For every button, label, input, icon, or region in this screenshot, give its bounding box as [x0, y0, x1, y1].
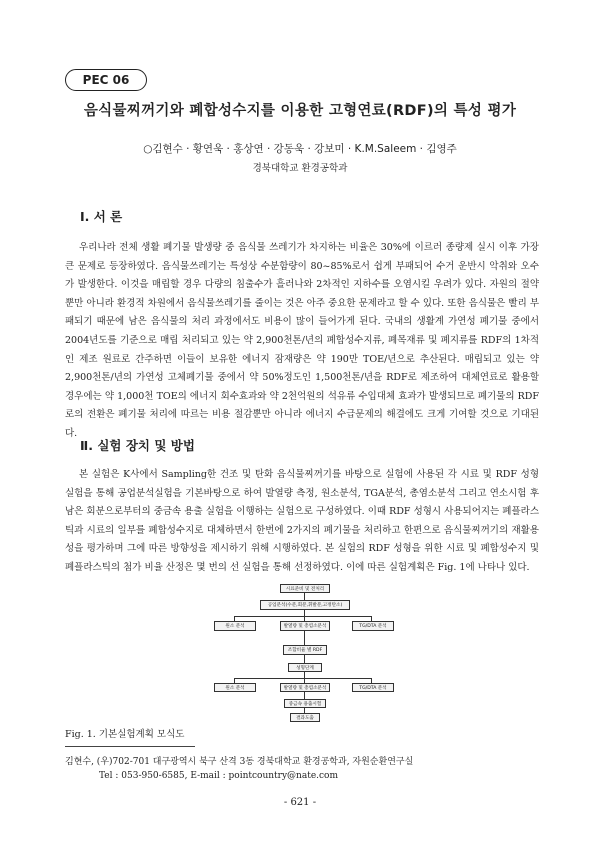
- paper-title: 음식물찌꺼기와 폐합성수지를 이용한 고형연료(RDF)의 특성 평가: [83, 103, 517, 119]
- flow-node-calorific-chlorine-1: 발열량 및 총염소분석: [280, 621, 330, 631]
- paper-code-badge: PEC 06: [65, 69, 147, 91]
- figure-caption: Fig. 1. 기본실험계획 모식도: [65, 729, 185, 740]
- section-heading-introduction: Ⅰ. 서 론: [80, 209, 123, 224]
- contact-address: 김현수, (우)702-701 대구광역시 북구 산격 3동 경북대학교 환경공학과, 자원순환연구실: [65, 757, 414, 767]
- flow-node-heavy-metal-leaching: 중금속 용출시험: [284, 699, 326, 708]
- flow-node-elemental-analysis-1: 원소 분석: [214, 621, 256, 631]
- affiliation: 경북대학교 환경공학과: [252, 163, 348, 174]
- flow-node-blend-ratio-rdf: 조합비율 별 RDF: [283, 645, 327, 655]
- introduction-paragraph: 우리나라 전체 생활 폐기물 발생량 중 음식물 쓰레기가 차지하는 비율은 30%에 이르러 종량제 실시 이후 가장 큰 문제로 등장하였다. 음식물쓰레기는 특성상 수분함량이 80~85%로서 쉽게 부패되어 수거 운반시 악취와 오수가 발생한다. 이것을 매립할 경우 다량의 침출수가 흘러나와 2차적인 지하수를 오염시킬 우려가 있다. 자원의 절약뿐만 아니라 환경적 차원에서 음식물쓰레기를 줄이는 것은 아주 중요한 문제라고 할 수 있다. 또한 음식물은 빨리 부패되기 때문에 남은 음식물의 처리 과정에서도 비용이 많이 들어가게 된다. 국내의 생활계 가연성 폐기물 중에서 2004년도를 기준으로 매립 처리되고 있는 약 2,900천톤/년의 폐합성수지류, 폐목재류 및 폐지류를 RDF의 1차적인 제조 원료로 간주하면 이들이 보유한 에너지 잠재량은 약 190만 TOE/년으로 추산된다. 매립되고 있는 약 2,900천톤/년의 가연성 고체폐기물 중에서 약 50%정도인 1,500천톤/년을 RDF로 제조하여 대체연료로 활용할 경우에는 약 1,000천 TOE의 에너지 회수효과와 약 2천억원의 석유류 수입대체 효과가 발생되므로 폐기물의 RDF로의 전환은 폐기물 처리에 따르는 비용 절감뿐만 아니라 에너지 수급문제의 해결에도 크게 기여할 것으로 기대된다.: [65, 242, 539, 439]
- flow-node-tga-2: TG/DTA 분석: [352, 683, 394, 692]
- flow-node-proximate-analysis: 공업분석(수분,회분,휘발분,고정탄소): [260, 600, 350, 610]
- flow-node-result: 결과도출: [290, 713, 320, 722]
- contact-phone-email: Tel : 053-950-6585, E-mail : pointcountry@nate.com: [99, 771, 339, 781]
- experiment-flowchart: [210, 582, 400, 722]
- flow-node-elemental-analysis-2: 원소 분석: [214, 683, 256, 692]
- flow-node-molding: 성형단계: [288, 663, 322, 672]
- flow-node-sample-prep: 시료준비 및 전처리: [280, 584, 330, 593]
- methods-paragraph: 본 실험은 K사에서 Sampling한 건조 및 탄화 음식물찌꺼기를 바탕으로 실험에 사용된 각 시료 및 RDF 성형 실험을 통해 공업분석실험을 기본바탕으로 하여 발열량 측정, 원소분석, TGA분석, 총염소분석 그리고 연소시험 후 남은 회분으로부터의 중금속 용출 실험을 이행하는 실험으로 구성하였다. 이때 RDF 성형시 사용되어지는 폐플라스틱과 시료의 일부를 폐합성수지로 대체하면서 한번에 2가지의 폐기물을 처리하고 한편으로 음식물찌꺼기의 재활용성을 평가하며 그에 따른 방향성을 제시하기 위해 시행하였다. 본 실험의 RDF 성형을 위한 시료 및 폐합성수지 및 폐플라스틱의 첨가 비율 산정은 몇 번의 선 실험을 통해 선정하였다. 이에 따른 실험계획은 Fig. 1에 나타나 있다.: [65, 469, 539, 573]
- page-number: - 621 -: [283, 797, 317, 808]
- author-list: ○김현수 · 황연욱 · 홍상연 · 강동욱 · 강보미 · K.M.Saleem · 김영주: [143, 143, 457, 155]
- section-heading-methods: Ⅱ. 실험 장치 및 방법: [80, 438, 195, 453]
- flow-node-tga-1: TG/DTA 분석: [352, 621, 394, 631]
- footnote-divider: [65, 746, 195, 747]
- flow-node-calorific-chlorine-2: 발열량 및 총염소분석: [280, 683, 330, 692]
- corresponding-author-contact: [65, 755, 413, 783]
